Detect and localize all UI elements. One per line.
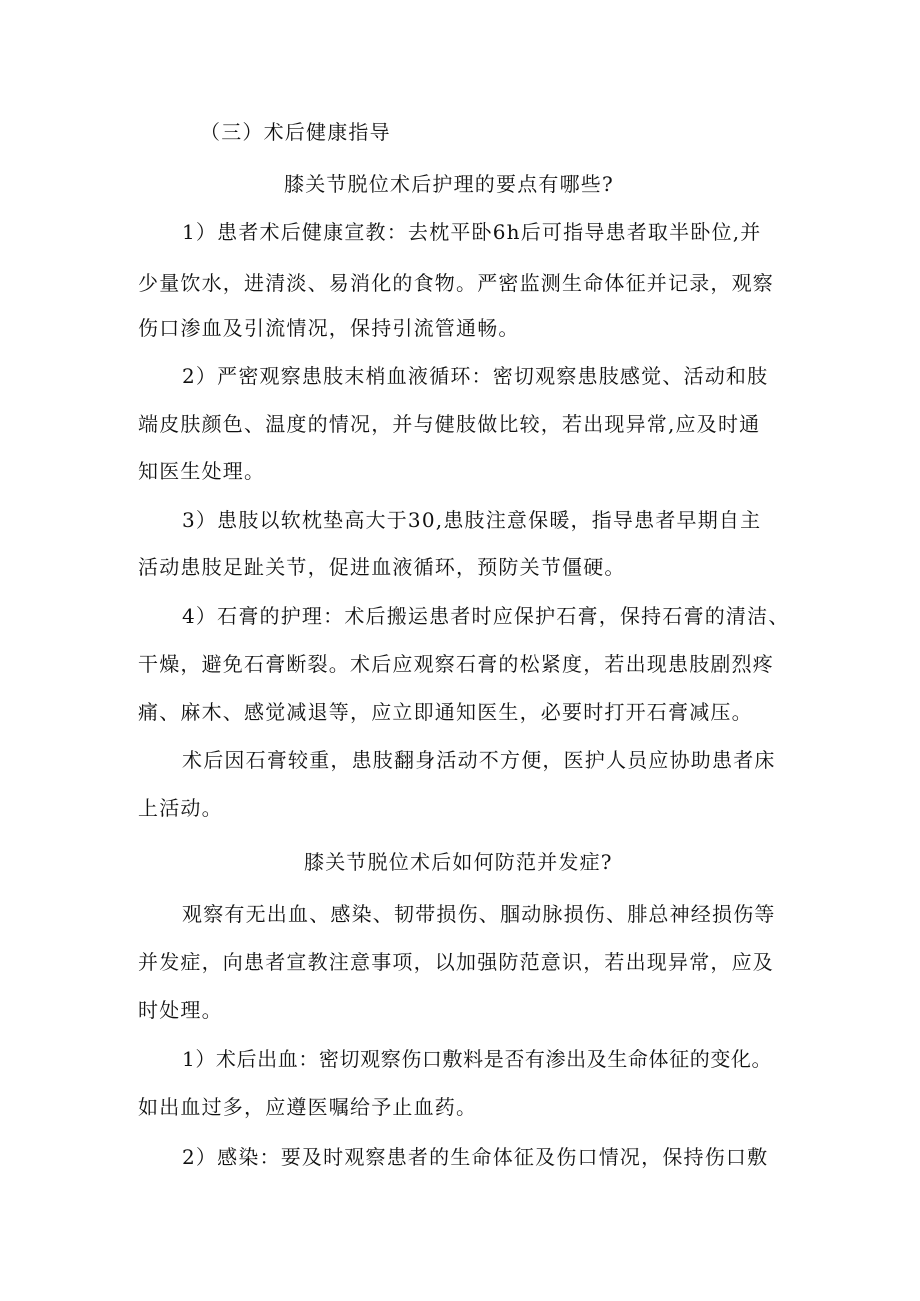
q2-intro-line2: 并发症，向患者宣教注意事项，以加强防范意识，若出现异常，应及 <box>138 950 774 974</box>
q1-note-line1: 术后因石膏较重，患肢翻身活动不方便，医护人员应协助患者床 <box>182 748 776 772</box>
question1-title: 膝关节脱位术后护理的要点有哪些? <box>284 172 614 196</box>
q2-item2-line1: 2）感染：要及时观察患者的生命体征及伤口情况，保持伤口敷 <box>182 1145 769 1169</box>
question2-title: 膝关节脱位术后如何防范并发症? <box>304 850 613 874</box>
q1-item4-line3: 痛、麻木、感觉减退等，应立即通知医生，必要时打开石膏减压。 <box>138 700 753 724</box>
q1-item2-line1: 2）严密观察患肢末梢血液循环：密切观察患肢感觉、活动和肢 <box>182 364 769 388</box>
q2-intro-line1: 观察有无出血、感染、韧带损伤、腘动脉损伤、腓总神经损伤等 <box>182 902 776 926</box>
section-heading: （三）术后健康指导 <box>200 120 391 144</box>
q1-item2-line2: 端皮肤颜色、温度的情况，并与健肢做比较，若出现异常,应及时通 <box>138 412 761 436</box>
q1-item1-line3: 伤口渗血及引流情况，保持引流管通畅。 <box>138 316 520 340</box>
q1-item3-line1: 3）患肢以软枕垫高大于30,患肢注意保暖，指导患者早期自主 <box>182 508 762 532</box>
q1-item4-line2: 干燥，避免石膏断裂。术后应观察石膏的松紧度，若出现患肢剧烈疼 <box>138 652 774 676</box>
q1-note-line2: 上活动。 <box>138 796 223 820</box>
q1-item4-line1: 4）石膏的护理：术后搬运患者时应保护石膏，保持石膏的清洁、 <box>182 604 790 628</box>
q1-item3-line2: 活动患肢足趾关节，促进血液循环，预防关节僵硬。 <box>138 555 626 579</box>
q1-item1-line2: 少量饮水，进清淡、易消化的食物。严密监测生命体征并记录，观察 <box>138 271 774 295</box>
q2-item1-line1: 1）术后出血：密切观察伤口敷料是否有渗出及生命体征的变化。 <box>182 1047 773 1071</box>
q1-item2-line3: 知医生处理。 <box>138 459 266 483</box>
q1-item1-line1: 1）患者术后健康宣教：去枕平卧6h后可指导患者取半卧位,并 <box>182 220 762 244</box>
q2-intro-line3: 时处理。 <box>138 998 223 1022</box>
q2-item1-line2: 如出血过多，应遵医嘱给予止血药。 <box>138 1095 478 1119</box>
